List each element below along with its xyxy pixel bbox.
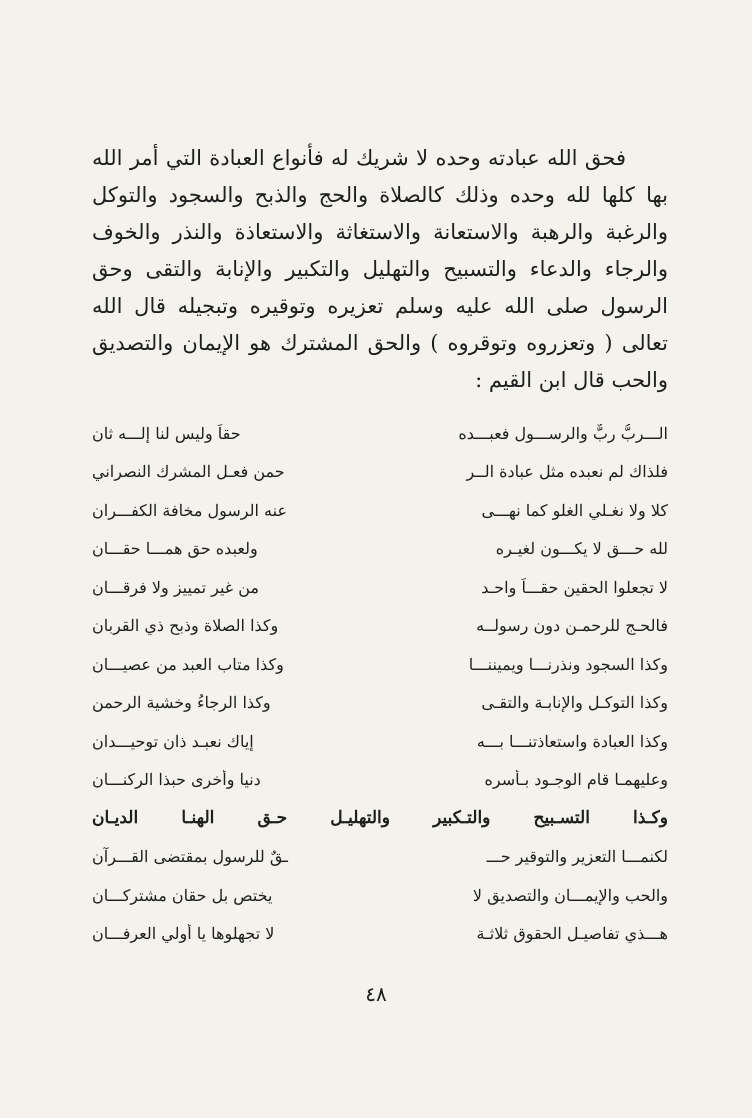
bold-verse-text: وكـذا التسـبيح والتـكبير والتهليـل حـق الهنـا الديـان [92,808,668,829]
bold-verse [92,799,668,838]
verse [92,838,668,877]
verse-second-hemistich: وكذا الصلاة وذبح ذي القربان [92,616,279,636]
verse [92,607,668,646]
verse-second-hemistich: وكذا الرجاءُ وخشية الرحمن [92,693,271,713]
verse [92,453,668,492]
verse [92,876,668,915]
verse-first-hemistich: وعليهمـا قام الوجـود بـأسره [484,770,668,790]
verse-first-hemistich: لله حـــق لا يكـــون لغيـره [495,539,668,559]
verse-second-hemistich: حمن فعـل المشرك النصراني [92,462,285,482]
page-number: ٤٨ [365,982,387,1006]
verse-first-hemistich: لا تجعلوا الحقين حقـــاً واحـد [481,577,668,597]
verse-first-hemistich: فالحـج للرحمـن دون رسولــه [476,616,668,636]
verse-second-hemistich: ولعبده حق همـــا حقـــان [92,539,258,559]
verse-first-hemistich: فلذاك لم نعبده مثل عبادة الــر [466,462,668,482]
verse-first-hemistich: وكذا السجود ونذرنـــا ويميننـــا [468,654,668,674]
prose-block [92,140,668,399]
poem [92,414,668,953]
verse-second-hemistich: لا تجهلوها يا أولي العرفـــان [92,924,275,944]
verse-second-hemistich: حقاً وليس لنا إلـــه ثان [92,423,241,443]
verse-second-hemistich: إياك نعبـد ذان توحيـــدان [92,731,254,751]
verse-second-hemistich: يختص بل حقان مشتركـــان [92,885,273,905]
verse-first-hemistich: وكذا التوكـل والإنابـة والتقـى [481,693,668,713]
verse-second-hemistich: ـقٌ للرسول بمقتضى القـــرآن [92,847,288,867]
verse [92,915,668,954]
verse-second-hemistich: عنه الرسول مخافة الكفـــران [92,500,287,520]
verse [92,761,668,800]
verse-second-hemistich: دنيا وأخرى حبذا الركنـــان [92,770,261,790]
verse-second-hemistich: من غير تمييز ولا فرقـــان [92,577,259,597]
verse [92,645,668,684]
verse-first-hemistich: هـــذي تفاصيـل الحقوق ثلاثـة [476,924,668,944]
verse-second-hemistich: وكذا متاب العبد من عصيـــان [92,654,284,674]
verse [92,530,668,569]
verse-first-hemistich: وكذا العبادة واستعاذتنـــا بـــه [476,731,668,751]
verse [92,414,668,453]
verse-first-hemistich: والحب والإيمـــان والتصديق لا [472,885,668,905]
verse [92,568,668,607]
prose-paragraph: فحق الله عبادته وحده لا شريك له فأنواع العبادة التي أمر الله بها كلها لله وحده وذلك كالصلاة والحج والذبح والسجود والتوكل والرغبة والرهبة والاستعانة والاستغاثة والاستعاذة والنذر والخوف والرجاء والدعاء والتسبيح والتهليل والتكبير والإنابة والتقى وحق الرسول صلى الله عليه وسلم تعزيره وتوقيره وتبجيله قال الله تعالى ( وتعزروه وتوقروه ) والحق المشترك هو الإيمان والتصديق والحب قال ابن القيم : [92,146,668,392]
verse [92,722,668,761]
verse-first-hemistich: كلا ولا نغـلي الغلو كما نهـــى [481,500,668,520]
verse-first-hemistich: الـــربُّ ربٌّ والرســـول فعبـــده [458,423,668,443]
verse [92,491,668,530]
verse-first-hemistich: لكنمـــا التعزير والتوقير حـــ [486,847,668,867]
verse [92,684,668,723]
